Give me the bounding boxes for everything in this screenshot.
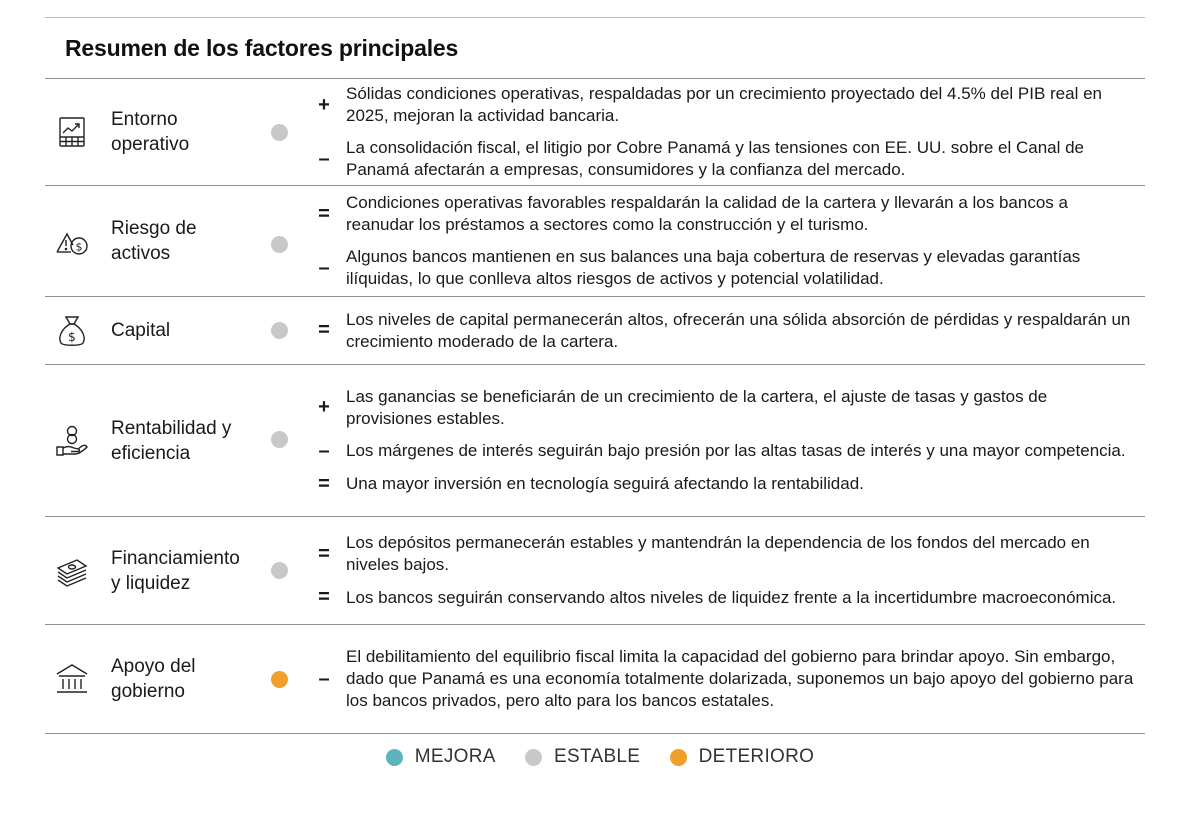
factor-row bbox=[305, 584, 1145, 611]
legend-dot bbox=[386, 749, 403, 766]
cash-stack-icon bbox=[55, 554, 89, 588]
trend-symbol: = bbox=[318, 542, 330, 565]
status-dot bbox=[271, 124, 288, 141]
hand-coin-icon bbox=[55, 424, 89, 458]
svg-text:$: $ bbox=[68, 329, 76, 344]
status-dot bbox=[271, 236, 288, 253]
legend-label: DETERIORO bbox=[698, 746, 815, 767]
factor-label: Apoyo del gobierno bbox=[111, 656, 196, 702]
factor-row bbox=[305, 307, 1145, 355]
legend-dot bbox=[670, 749, 687, 766]
factor-row bbox=[305, 81, 1145, 129]
factor-text: El debilitamiento del equilibrio fiscal limita la capacidad del gobierno para brindar apoyo. Sin embargo, dado que Panamá es una economía totalmente dolarizada, suponemos un bajo apoyo del gobierno para los bancos privados, pero alto para los bancos estatales. bbox=[346, 647, 1134, 710]
trend-symbol: – bbox=[318, 439, 330, 462]
factor-row bbox=[305, 384, 1145, 432]
status-legend bbox=[0, 746, 1200, 772]
factor-label: Financiamiento y liquidez bbox=[111, 547, 240, 594]
status-dot bbox=[271, 322, 288, 339]
svg-text:$: $ bbox=[75, 240, 83, 254]
trend-symbol: + bbox=[318, 93, 330, 116]
factor-text: Las ganancias se beneficiarán de un crecimiento de la cartera, el ajuste de tasas y gastos de provisiones estables. bbox=[346, 386, 1048, 428]
legend-dot bbox=[525, 749, 542, 766]
government-building-icon bbox=[55, 662, 89, 696]
factor-text: Sólidas condiciones operativas, respaldadas por un crecimiento proyectado del 4.5% del PIB real en 2025, mejoran la actividad bancaria. bbox=[346, 84, 1103, 125]
legend-label: ESTABLE bbox=[554, 746, 641, 767]
factor-section-apoyo-del-gobierno bbox=[45, 624, 1145, 734]
factor-row bbox=[305, 135, 1145, 183]
trend-symbol: – bbox=[318, 256, 330, 279]
factor-label: Riesgo de activos bbox=[111, 218, 197, 264]
legend-item-deterioro bbox=[670, 746, 815, 768]
status-dot bbox=[271, 562, 288, 579]
status-dot bbox=[271, 671, 288, 688]
trend-symbol: = bbox=[318, 202, 330, 225]
top-divider bbox=[45, 17, 1145, 18]
legend-item-mejora bbox=[386, 746, 496, 768]
factor-section-riesgo-de-activos bbox=[45, 185, 1145, 296]
factor-label: Rentabilidad y eficiencia bbox=[111, 417, 232, 464]
factor-text: Los márgenes de interés seguirán bajo presión por las altas tasas de interés y una mayor competencia. bbox=[346, 441, 1126, 460]
trend-symbol: – bbox=[318, 147, 330, 170]
factor-text: La consolidación fiscal, el litigio por Cobre Panamá y las tensiones con EE. UU. sobre el Canal de Panamá afectarán a empresas, consumidores y la confianza del mercado. bbox=[346, 138, 1085, 179]
money-bag-icon bbox=[55, 314, 89, 348]
factor-text: Algunos bancos mantienen en sus balances una baja cobertura de reservas y elevadas garantías ilíquidas, lo que conlleva altos riesgos de activos y potencial volatilidad. bbox=[346, 247, 1081, 288]
factor-row bbox=[305, 530, 1145, 578]
trend-symbol: = bbox=[318, 319, 330, 341]
factor-label: Entorno operativo bbox=[111, 109, 190, 155]
factor-label: Capital bbox=[111, 320, 171, 341]
factor-section-entorno-operativo bbox=[45, 78, 1145, 185]
factor-text: Los niveles de capital permanecerán altos, ofrecerán una sólida absorción de pérdidas y respaldarán un crecimiento moderado de la cartera. bbox=[346, 309, 1131, 351]
panel-title: Resumen de los factores principales bbox=[65, 35, 459, 61]
trend-symbol: + bbox=[318, 396, 330, 418]
factor-text: Una mayor inversión en tecnología seguirá afectando la rentabilidad. bbox=[346, 474, 864, 493]
factor-section-capital bbox=[45, 296, 1145, 364]
trend-symbol: – bbox=[318, 667, 330, 690]
factor-text: Los bancos seguirán conservando altos niveles de liquidez frente a la incertidumbre macroeconómica. bbox=[346, 587, 1117, 607]
warning-dollar-icon bbox=[55, 224, 89, 258]
factor-text: Condiciones operativas favorables respaldarán la calidad de la cartera y llevarán a los bancos a reanudar los préstamos a sectores como la construcción y el turismo. bbox=[346, 193, 1068, 234]
factor-row bbox=[305, 244, 1145, 292]
factor-text: Los depósitos permanecerán estables y mantendrán la dependencia de los fondos del mercado en niveles bajos. bbox=[346, 533, 1090, 574]
factor-section-rentabilidad-y-eficiencia bbox=[45, 364, 1145, 516]
factor-row bbox=[305, 471, 1145, 498]
factor-section-financiamiento-y-liquidez bbox=[45, 516, 1145, 624]
trend-symbol: = bbox=[318, 472, 330, 495]
factor-row bbox=[305, 438, 1145, 465]
factor-row bbox=[305, 190, 1145, 238]
legend-item-estable bbox=[525, 746, 640, 768]
status-dot bbox=[271, 431, 288, 448]
legend-label: MEJORA bbox=[414, 746, 496, 767]
trend-symbol: = bbox=[318, 586, 330, 608]
factor-row bbox=[305, 644, 1145, 714]
chart-screen-icon bbox=[55, 115, 89, 149]
